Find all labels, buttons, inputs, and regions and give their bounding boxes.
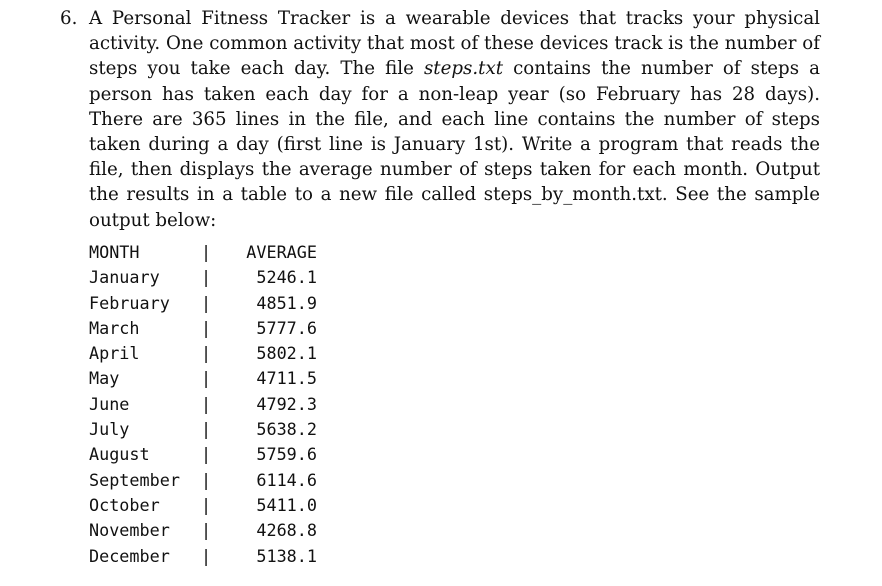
row-separator: | <box>201 545 212 566</box>
row-month: January <box>89 267 160 288</box>
row-separator: | <box>201 393 212 414</box>
row-separator: | <box>201 292 212 313</box>
problem-statement <box>60 6 820 233</box>
problem-text <box>89 6 820 233</box>
problem-text-before: A Personal Fitness Tracker is a wearable devices that tracks your physical activity. One common activity that most of these devices track is the number of steps you take each day. The file <box>89 8 820 80</box>
problem-number: 6. <box>60 8 78 29</box>
table-row <box>89 518 317 543</box>
file-name: steps.txt <box>423 58 504 80</box>
row-average: 5246.1 <box>256 267 317 288</box>
row-average: 4851.9 <box>256 292 317 313</box>
row-month: June <box>89 393 130 414</box>
row-average: 5638.2 <box>256 419 317 440</box>
row-month: November <box>89 520 170 541</box>
table-row <box>89 341 317 366</box>
row-average: 5777.6 <box>256 317 317 338</box>
header-average: AVERAGE <box>246 242 317 262</box>
sample-output-table <box>89 240 317 569</box>
table-row <box>89 291 317 316</box>
row-average: 4711.5 <box>256 368 317 389</box>
table-row <box>89 366 317 391</box>
row-average: 5138.1 <box>256 545 317 566</box>
row-separator: | <box>201 520 212 541</box>
row-month: May <box>89 368 120 389</box>
header-month: MONTH <box>89 242 140 262</box>
table-row <box>89 468 317 493</box>
row-average: 4268.8 <box>256 520 317 541</box>
row-month: April <box>89 343 140 364</box>
row-average: 5411.0 <box>256 494 317 515</box>
table-row <box>89 417 317 442</box>
row-average: 5802.1 <box>256 343 317 364</box>
row-separator: | <box>201 419 212 440</box>
row-separator: | <box>201 469 212 490</box>
row-separator: | <box>201 368 212 389</box>
row-month: December <box>89 545 170 566</box>
row-average: 4792.3 <box>256 393 317 414</box>
problem-text-after: contains the number of steps a person has taken each day for a non-leap year (so February has 28 days). There are 365 lines in the file, and each line contains the number of steps taken during a day (first line is January 1st). Write a program that reads the file, then displays the average number of steps taken for each month. Output the results in a table to a new file called steps_by_month.txt. See the sample output below: <box>89 58 820 231</box>
table-row <box>89 442 317 467</box>
row-separator: | <box>201 444 212 465</box>
row-month: March <box>89 317 140 338</box>
row-month: July <box>89 419 130 440</box>
table-row <box>89 544 317 569</box>
header-separator: | <box>201 242 212 262</box>
table-row <box>89 392 317 417</box>
row-average: 6114.6 <box>256 469 317 490</box>
row-month: September <box>89 469 180 490</box>
row-month: August <box>89 444 150 465</box>
table-row <box>89 493 317 518</box>
row-month: October <box>89 494 160 515</box>
table-row <box>89 316 317 341</box>
row-average: 5759.6 <box>256 444 317 465</box>
row-separator: | <box>201 317 212 338</box>
row-separator: | <box>201 343 212 364</box>
row-month: February <box>89 292 170 313</box>
row-separator: | <box>201 494 212 515</box>
table-header <box>89 240 317 265</box>
row-separator: | <box>201 267 212 288</box>
table-row <box>89 265 317 290</box>
